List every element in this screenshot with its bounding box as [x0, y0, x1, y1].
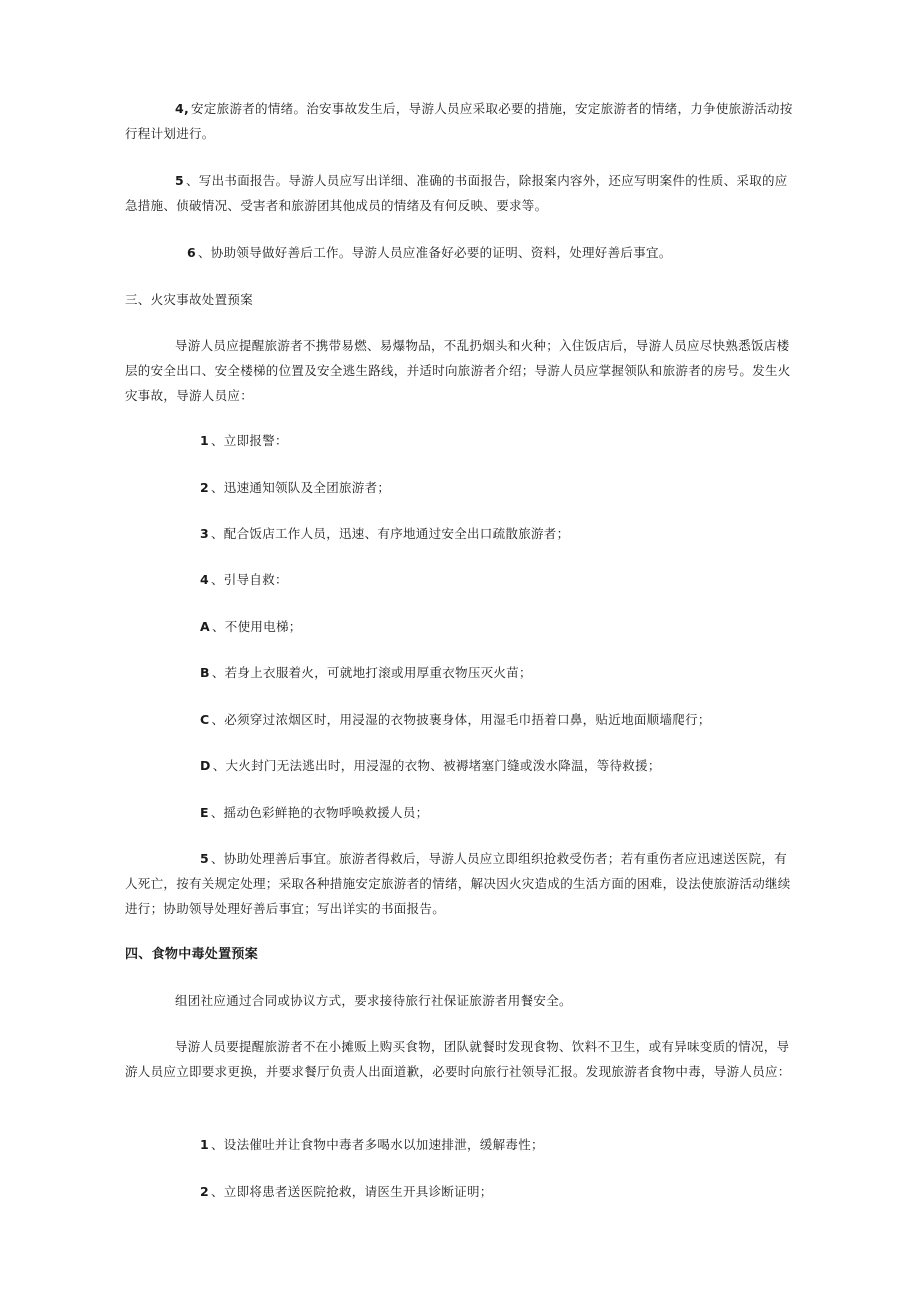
item-number: C	[200, 712, 210, 727]
item-text: 、引导自救：	[211, 572, 288, 587]
item-number: 1	[200, 1137, 209, 1152]
fire-intro-paragraph: 导游人员应提醒旅游者不携带易燃、易爆物品，不乱扔烟头和火种；入住饭店后，导游人员应尽快熟悉饭店楼层的安全出口、安全楼梯的位置及安全逃生路线，并适时向旅游者介绍；导游人员应掌握领队和旅游者的房号。发生火灾事故，导游人员应：	[125, 338, 791, 403]
food-paragraph-2: 导游人员要提醒旅游者不在小摊贩上购买食物，团队就餐时发现食物、饮料不卫生，或有异味变质的情况，导游人员应立即要求更换，并要求餐厅负责人出面道歉，必要时向旅行社领导汇报。发现旅游者食物中毒，导游人员应：	[125, 1039, 791, 1079]
fire-item-1	[200, 428, 797, 453]
fire-item-e	[200, 800, 797, 825]
item-number: 4	[200, 572, 209, 587]
item-text: 、立即报警：	[211, 433, 288, 448]
police-item-6	[125, 240, 797, 265]
fire-section-heading: 三、火灾事故处置预案	[125, 292, 254, 307]
item-number: E	[200, 805, 209, 820]
fire-item-a	[200, 614, 797, 639]
food-paragraph-1: 组团社应通过合同或协议方式，要求接待旅行社保证旅游者用餐安全。	[175, 993, 572, 1008]
item-text: 、大火封门无法逃出时，用浸湿的衣物、被褥堵塞门缝或泼水降温，等待救援；	[212, 758, 661, 773]
item-number: 6	[187, 245, 196, 260]
item-text: 、摇动色彩鲜艳的衣物呼唤救援人员；	[210, 805, 429, 820]
item-number: 5	[175, 173, 184, 188]
fire-item-c	[200, 707, 797, 732]
item-text: 、立即将患者送医院抢救，请医生开具诊断证明；	[211, 1184, 493, 1199]
item-number: 3	[200, 526, 209, 541]
item-text: 、写出书面报告。导游人员应写出详细、准确的书面报告，除报案内容外，还应写明案件的性质、采取的应急措施、侦破情况、受害者和旅游团其他成员的情绪及有何反映、要求等。	[125, 173, 788, 213]
police-item-4	[125, 96, 797, 146]
fire-item-4	[200, 567, 797, 592]
item-number: D	[200, 758, 211, 773]
item-text: 、协助领导做好善后工作。导游人员应准备好必要的证明、资料，处理好善后事宜。	[198, 245, 672, 260]
food-item-1	[200, 1132, 797, 1157]
police-item-5	[125, 168, 797, 218]
food-item-2	[200, 1179, 797, 1204]
item-text: 、不使用电梯；	[211, 619, 302, 634]
item-number: 2	[200, 480, 209, 495]
fire-item-2	[200, 475, 797, 500]
item-number: B	[200, 665, 210, 680]
fire-item-d	[200, 753, 797, 778]
item-text: 、协助处理善后事宜。旅游者得救后，导游人员应立即组织抢救受伤者；若有重伤者应迅速送医院，有人死亡，按有关规定处理；采取各种措施安定旅游者的情绪，解决因火灾造成的生活方面的困难，设法使旅游活动继续进行；协助领导处理好善后事宜；写出详实的书面报告。	[125, 851, 791, 916]
food-section-heading: 四、食物中毒处置预案	[125, 947, 259, 962]
fire-item-5	[125, 846, 797, 921]
item-text: 、若身上衣服着火，可就地打滚或用厚重衣物压灭火苗；	[211, 665, 532, 680]
item-number: 5	[200, 851, 209, 866]
item-text: 、设法催吐并让食物中毒者多喝水以加速排泄，缓解毒性；	[211, 1137, 544, 1152]
item-number: 2	[200, 1184, 209, 1199]
item-text: 、配合饭店工作人员，迅速、有序地通过安全出口疏散旅游者；	[211, 526, 570, 541]
item-number: A	[200, 619, 210, 634]
item-text: 安定旅游者的情绪。治安事故发生后，导游人员应采取必要的措施，安定旅游者的情绪，力争使旅游活动按行程计划进行。	[125, 101, 793, 141]
fire-item-3	[200, 521, 797, 546]
item-number: 1	[200, 433, 209, 448]
item-text: 、迅速通知领队及全团旅游者；	[211, 480, 391, 495]
item-number: 4,	[175, 101, 190, 116]
fire-item-b	[200, 660, 797, 685]
item-text: 、必须穿过浓烟区时，用浸湿的衣物披裹身体，用湿毛巾捂着口鼻，贴近地面顺墙爬行；	[211, 712, 711, 727]
